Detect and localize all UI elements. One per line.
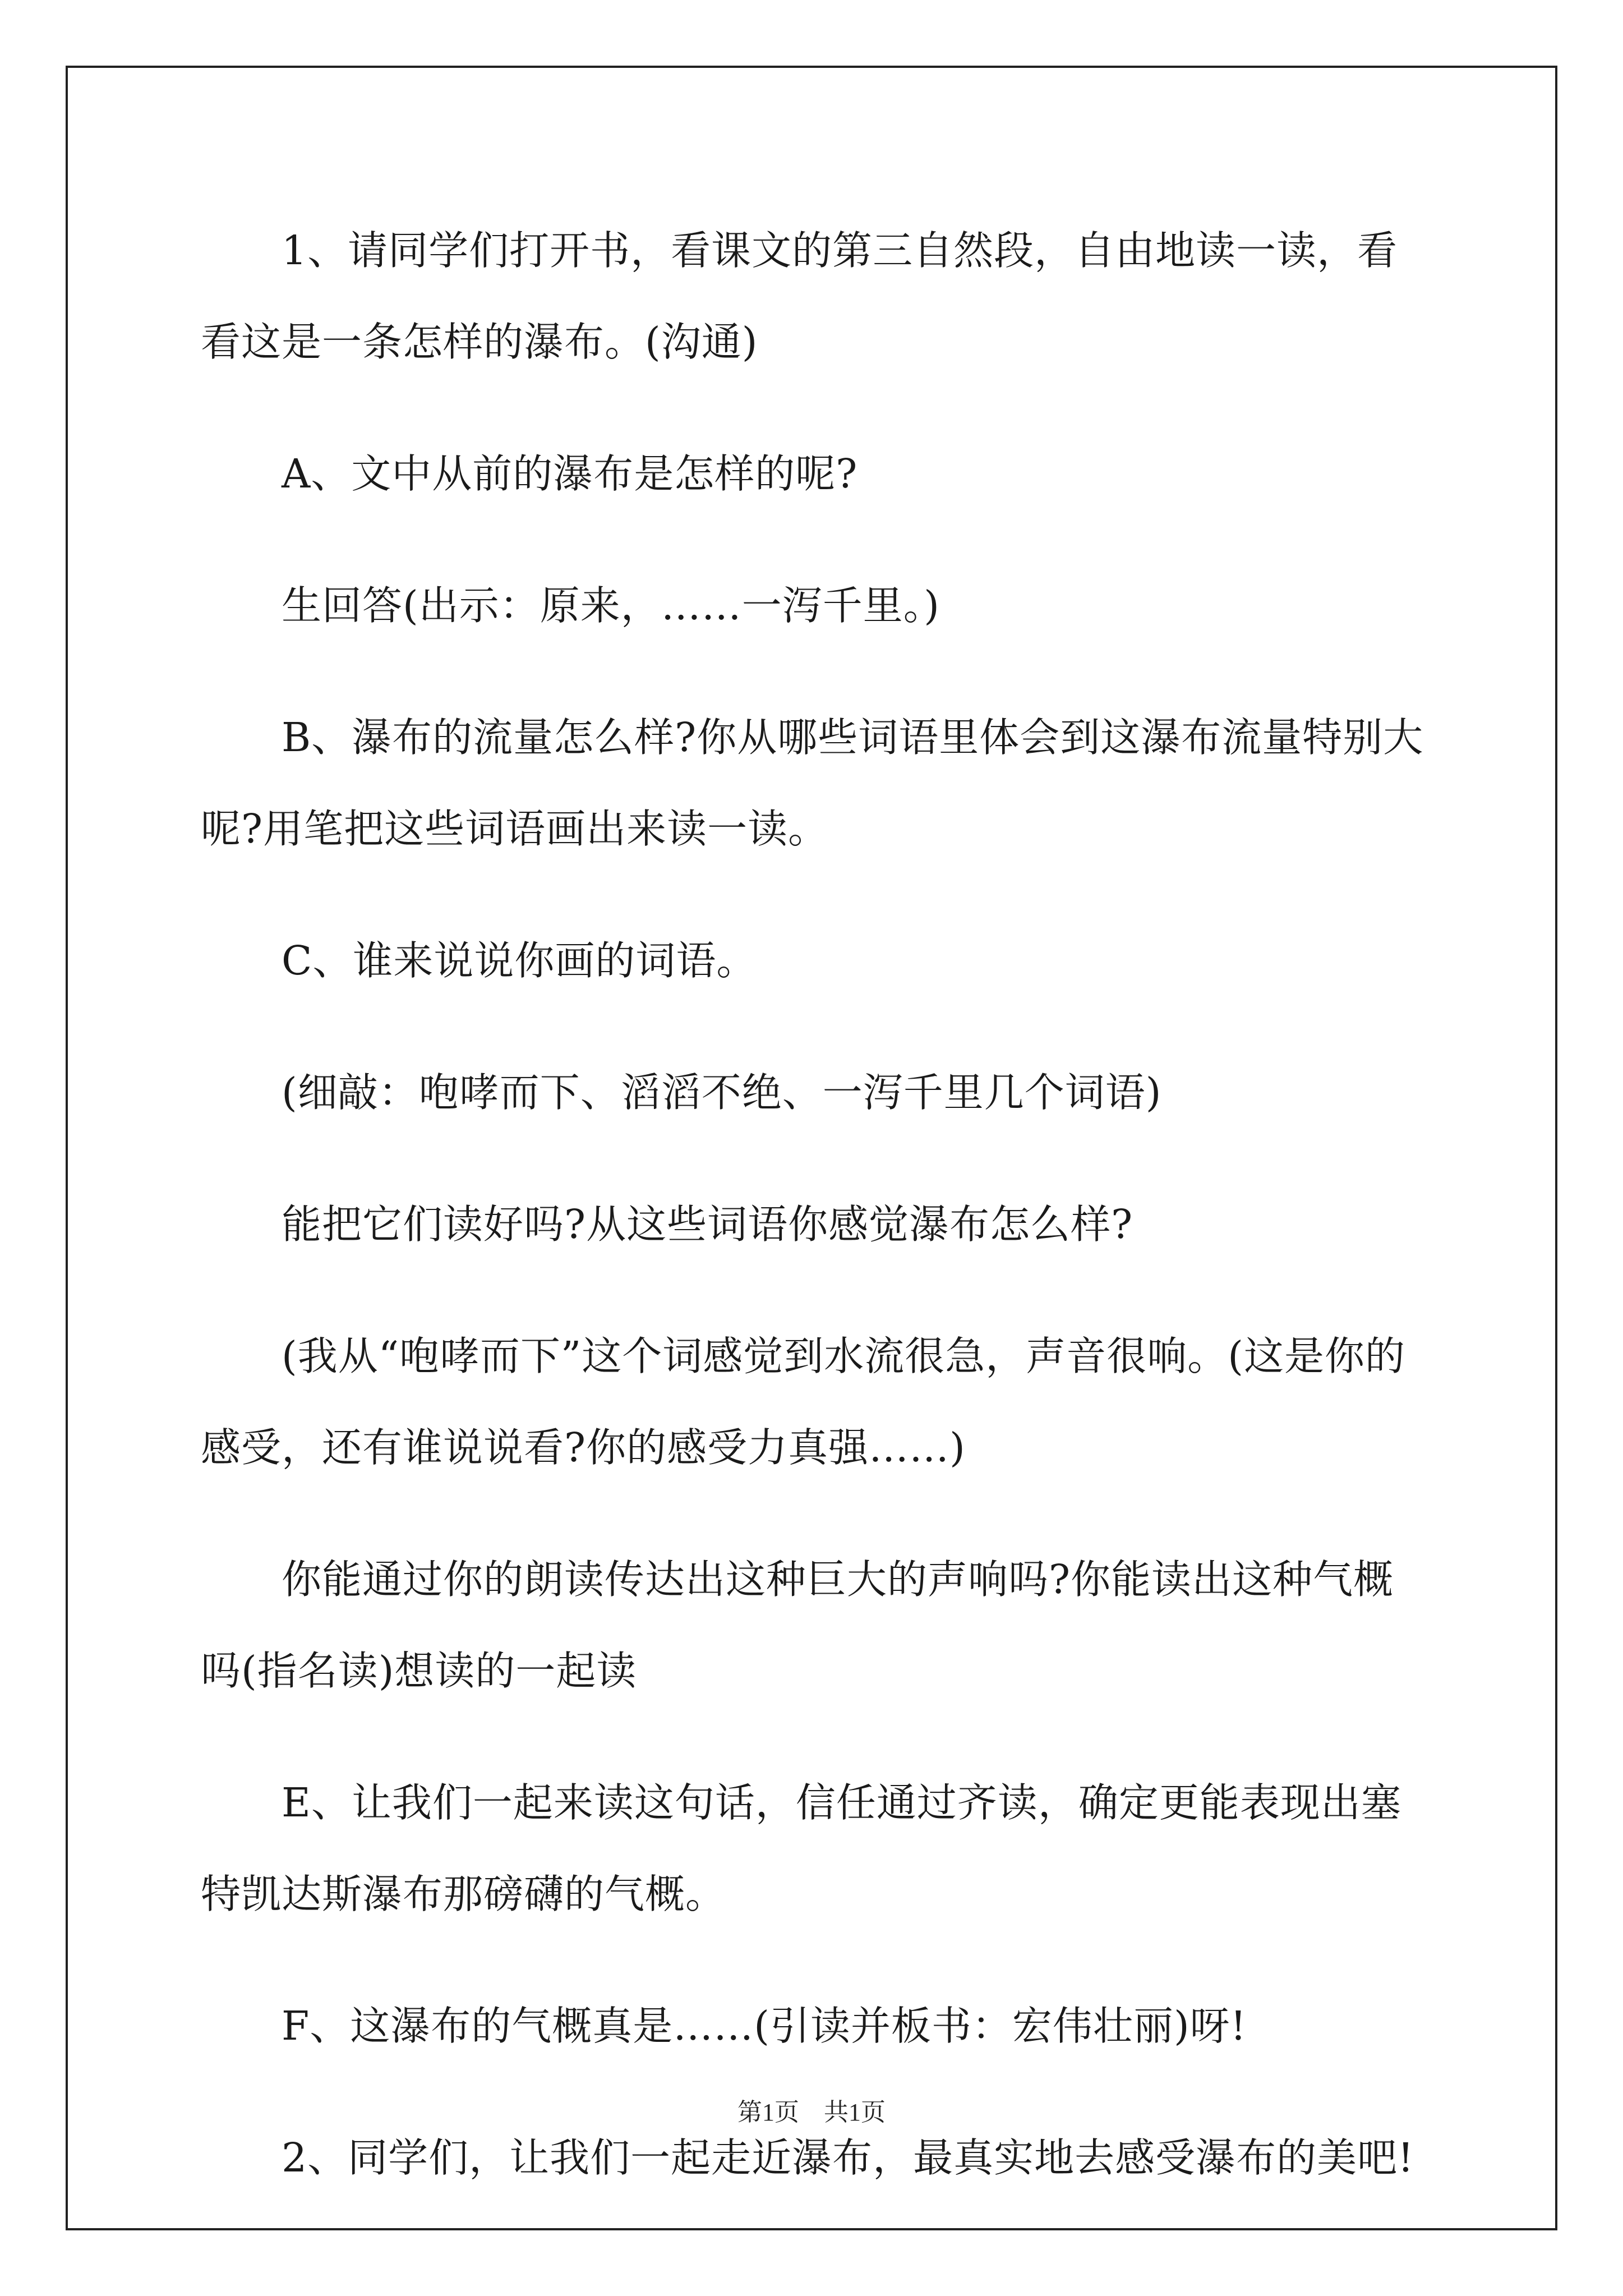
paragraph: 你能通过你的朗读传达出这种巨大的声响吗?你能读出这种气概吗(指名读)想读的一起读 (201, 1556, 1394, 1694)
paragraph: C、谁来说说你画的词语。 (282, 937, 757, 984)
paragraph: 能把它们读好吗?从这些词语你感觉瀑布怎么样? (282, 1201, 1133, 1248)
paragraph: E、让我们一起来读这句话，信任通过齐读，确定更能表现出塞特凯达斯瀑布那磅礴的气概。 (201, 1779, 1401, 1917)
paragraph: 生回答(出示：原来，……一泻千里。) (282, 582, 940, 629)
document-body (201, 205, 1432, 2244)
paragraph: (我从“咆哮而下”这个词感觉到水流很急，声音很响。(这是你的感受，还有谁说说看?你的感受力真强……) (201, 1333, 1405, 1471)
page-footer: 第1页 共1页 (737, 2099, 886, 2126)
paragraph: (细敲：咆哮而下、滔滔不绝、一泻千里几个词语) (282, 1069, 1162, 1116)
paragraph: F、这瀑布的气概真是……(引读并板书：宏伟壮丽)呀! (282, 2003, 1247, 2049)
paragraph: A、文中从前的瀑布是怎样的呢? (282, 450, 858, 497)
paragraph: B、瀑布的流量怎么样?你从哪些词语里体会到这瀑布流量特别大呢?用笔把这些词语画出来读一读。 (201, 714, 1424, 852)
paragraph: 1、请同学们打开书，看课文的第三自然段，自由地读一读，看看这是一条怎样的瀑布。(沟通) (201, 227, 1398, 365)
paragraph: 2、同学们，让我们一起走近瀑布，最真实地去感受瀑布的美吧! (282, 2134, 1414, 2181)
